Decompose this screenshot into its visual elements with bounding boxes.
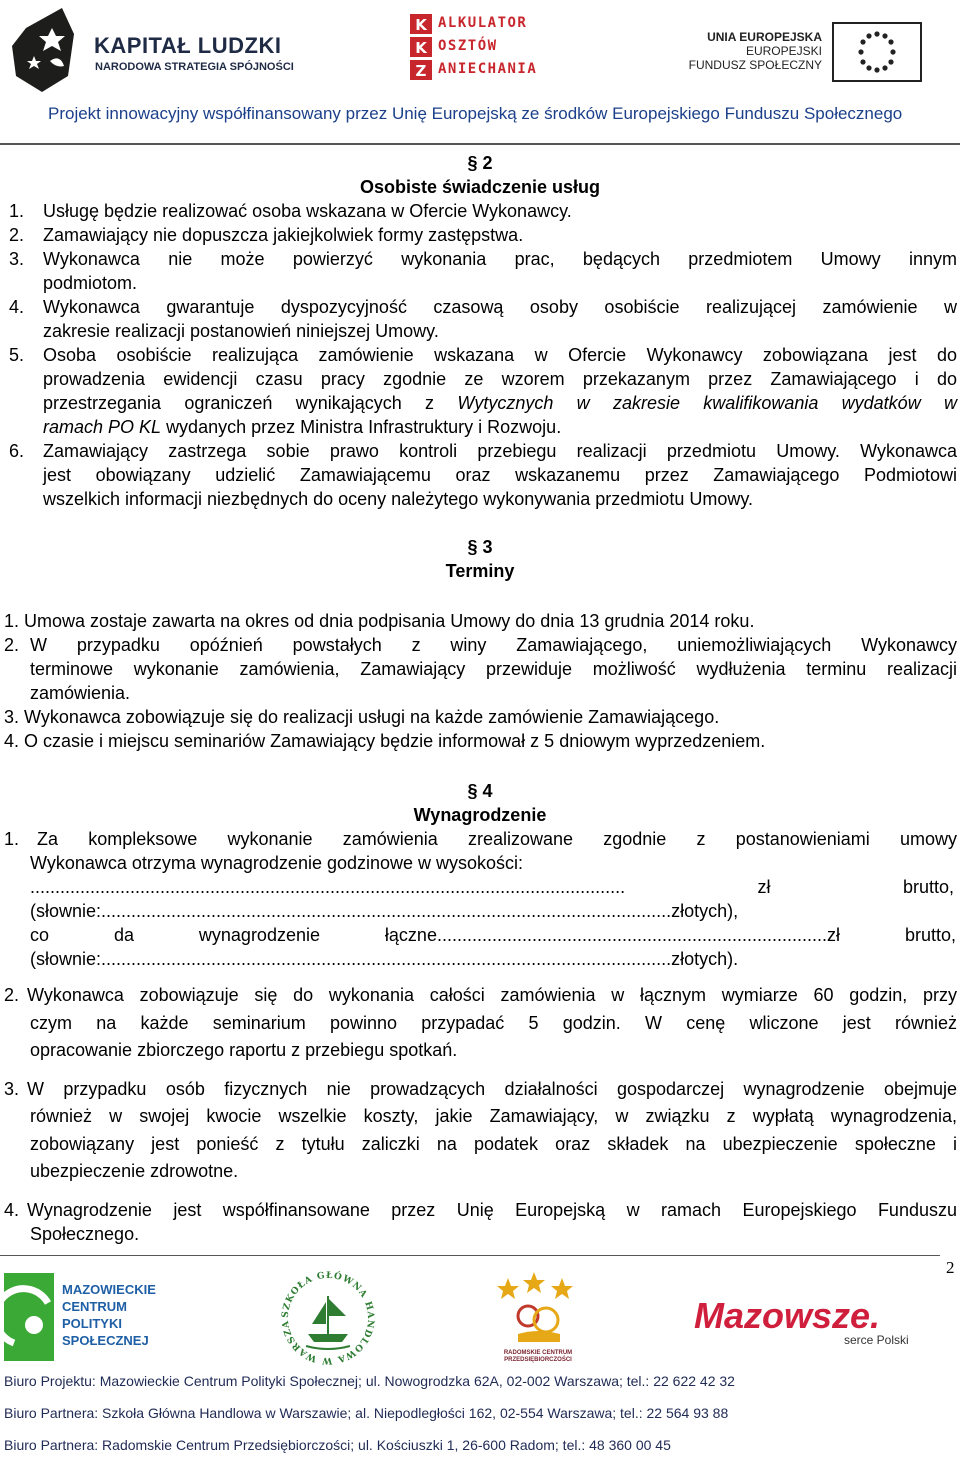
s2-item-3-line-1: Wykonawca nie może powierzyć wykonania prac, będących przedmiotem Umowy innym bbox=[43, 249, 957, 269]
s4-fill-words: (słownie:..................................................................................................................złotych), bbox=[30, 901, 739, 921]
s2-item-5-text: przestrzegania ograniczeń wynikających z bbox=[43, 393, 435, 413]
kkz-blocks-icon bbox=[408, 12, 436, 82]
s2-item-6-line-2: jest obowiązany udzielić Zamawiającemu oraz wskazanemu przez Zamawiającego Podmiotowi bbox=[43, 465, 957, 485]
s3-item-1: 1. Umowa zostaje zawarta na okres od dnia podpisania Umowy do dnia 13 grudnia 2014 roku. bbox=[4, 611, 755, 631]
eu-flag-icon bbox=[832, 22, 922, 82]
svg-text:K: K bbox=[415, 39, 427, 57]
svg-text:Z: Z bbox=[415, 62, 427, 80]
s2-item-5-line-1: Osoba osobiście realizująca zamówienie wskazana w Ofercie Wykonawcy zobowiązana jest do bbox=[43, 345, 957, 365]
s4-item-2-line-2: czym na każde seminarium powinno przypadać 5 godzin. W cenę wliczone jest również bbox=[30, 1013, 957, 1033]
footer-address-partner-rcp: Biuro Partnera: Radomskie Centrum Przedsiębiorczości; ul. Kościuszki 1, 26-600 Radom; tel.: 48 360 00 45 bbox=[4, 1437, 671, 1453]
s4-item-3-num: 3. bbox=[4, 1079, 20, 1099]
s2-item-5-ministry: wydanych przez Ministra Infrastruktury i Rozwoju. bbox=[166, 417, 562, 437]
s2-item-6-line-1: Zamawiający zastrzega sobie prawo kontroli przebiegu realizacji przedmiotu Umowy. Wykonawca bbox=[43, 441, 957, 461]
section-2-title: Osobiste świadczenie usług bbox=[359, 177, 601, 197]
header-divider bbox=[0, 143, 960, 145]
s2-item-5-programme: ramach PO KL bbox=[43, 417, 162, 437]
s3-item-2-line-3: zamówienia. bbox=[30, 683, 131, 703]
project-line: Projekt innowacyjny współfinansowany przez Unię Europejską ze środków Europejskiego Funduszu Społecznego bbox=[48, 104, 903, 123]
footer-address-partner-sgh: Biuro Partnera: Szkoła Główna Handlowa w Warszawie; al. Niepodległości 162, 02-554 Warszawa; tel.: 22 564 93 88 bbox=[4, 1405, 729, 1421]
s4-fill-total-words: (słownie:..................................................................................................................złotych). bbox=[30, 949, 739, 969]
svg-text:K: K bbox=[415, 16, 427, 34]
ue-label bbox=[680, 30, 822, 72]
s2-item-3-num: 3. bbox=[9, 249, 25, 269]
s4-item-3-line-4: ubezpieczenie zdrowotne. bbox=[30, 1161, 239, 1181]
mcps-logo bbox=[4, 1273, 174, 1361]
s2-item-2-num: 2. bbox=[9, 225, 25, 245]
s2-item-1-num: 1. bbox=[9, 201, 25, 221]
s4-item-3-line-3: zobowiązany jest ponieść z tytułu zaliczki na podatek oraz składek na ubezpieczenie społeczne i bbox=[30, 1134, 957, 1154]
s2-item-3-line-2: podmiotom. bbox=[43, 273, 138, 293]
kkz-line-2: OSZTÓW bbox=[438, 38, 498, 54]
s4-item-2-line-3: opracowanie zbiorczego raportu z przebiegu spotkań. bbox=[30, 1040, 458, 1060]
kl-subtitle: NARODOWA STRATEGIA SPÓJNOŚCI bbox=[95, 61, 294, 73]
s4-item-3-line-1: W przypadku osób fizycznych nie prowadzących działalności gospodarczej wynagrodzenie obejmuje bbox=[27, 1079, 957, 1099]
section-4-number: § 4 bbox=[467, 781, 493, 801]
s2-item-4-num: 4. bbox=[9, 297, 25, 317]
kapital-ludzki-emblem-icon bbox=[12, 6, 92, 96]
footer-divider bbox=[0, 1255, 940, 1256]
s4-item-1-line-1: Za kompleksowe wykonanie zamówienia zrealizowane zgodnie z postanowieniami umowy bbox=[37, 829, 957, 849]
section-3-number: § 3 bbox=[467, 537, 493, 557]
s2-item-4-line-2: zakresie realizacji postanowień niniejszej Umowy. bbox=[43, 321, 439, 341]
s2-item-5-line-4 bbox=[43, 415, 561, 439]
ue-line-3: FUNDUSZ SPOŁECZNY bbox=[688, 58, 822, 72]
s2-item-6-line-3: wszelkich informacji niezbędnych do oceny należytego wykonywania przedmiotu Umowy. bbox=[43, 489, 753, 509]
s4-item-2-line-1: Wykonawca zobowiązuje się do wykonania całości zamówienia w łącznym wymiarze 60 godzin, przy bbox=[27, 985, 957, 1005]
s2-item-5-line-3 bbox=[43, 391, 957, 415]
sgh-ring-text: SZKOŁA GŁÓWNA HANDLOWA W WARSZA bbox=[280, 1270, 376, 1366]
s4-item-4-line-1: Wynagrodzenie jest współfinansowane przez Unię Europejską w ramach Europejskiego Funduszu bbox=[27, 1200, 957, 1220]
s4-item-4-num: 4. bbox=[4, 1200, 20, 1220]
sgh-ship-seal-icon bbox=[278, 1268, 378, 1368]
section-4-title: Wynagrodzenie bbox=[413, 805, 547, 825]
mcps-emblem-icon bbox=[4, 1273, 56, 1361]
mcps-line-2: CENTRUM bbox=[62, 1299, 127, 1314]
s2-item-2: Zamawiający nie dopuszcza jakiejkolwiek formy zastępstwa. bbox=[43, 225, 524, 245]
s2-item-5-num: 5. bbox=[9, 345, 25, 365]
s4-item-4-line-2: Społecznego. bbox=[30, 1224, 140, 1244]
s4-item-1-num: 1. bbox=[4, 829, 20, 849]
s3-item-2-line-1: W przypadku opóźnień powstałych z winy Zamawiającego, uniemożliwiających Wykonawcy bbox=[30, 635, 957, 655]
s4-fill-amount: ....................................................................................................................... zł brutto, bbox=[30, 877, 954, 897]
s3-item-4: 4. O czasie i miejscu seminariów Zamawiający będzie informował z 5 dniowym wyprzedzeniem. bbox=[4, 731, 766, 751]
page-number: 2 bbox=[946, 1258, 955, 1277]
s4-item-2-num: 2. bbox=[4, 985, 20, 1005]
s2-item-1: Usługę będzie realizować osoba wskazana w Ofercie Wykonawcy. bbox=[43, 201, 572, 221]
s2-item-5-guidelines: Wytycznych w zakresie kwalifikowania wydatków w bbox=[457, 393, 957, 413]
s3-item-2-line-2: terminowe wykonanie zamówienia, Zamawiający przewiduje możliwość wydłużenia terminu realizacji bbox=[30, 659, 957, 679]
s2-item-4-line-1: Wykonawca gwarantuje dyspozycyjność czasową osoby osobiście realizującej zamówienie w bbox=[43, 297, 957, 317]
s4-fill-total: co da wynagrodzenie łączne..............................................................................zł brutto, bbox=[30, 925, 956, 945]
mcps-line-1: MAZOWIECKIE bbox=[62, 1282, 156, 1297]
s2-item-5-line-2: prowadzenia ewidencji czasu pracy zgodnie ze wzorem przekazanym przez Zamawiającego i do bbox=[43, 369, 957, 389]
footer-address-project: Biuro Projektu: Mazowieckie Centrum Polityki Społecznej; ul. Nowogrodzka 62A, 02-002 Warszawa; tel.: 22 622 42 32 bbox=[4, 1373, 735, 1389]
section-2-number: § 2 bbox=[467, 153, 493, 173]
kalkulator-kosztow-logo bbox=[408, 12, 588, 82]
mcps-line-3: POLITYKI bbox=[62, 1316, 122, 1331]
s4-item-3-line-2: również w swojej kwocie wszelkie koszty, jakie Zamawiający, w związku z wypłatą wynagrodzenia, bbox=[30, 1106, 957, 1126]
s4-item-1-line-2: Wykonawca otrzyma wynagrodzenie godzinowe w wysokości: bbox=[30, 853, 524, 873]
kkz-line-1: ALKULATOR bbox=[438, 15, 528, 31]
s3-item-3: 3. Wykonawca zobowiązuje się do realizacji usługi na każde zamówienie Zamawiającego. bbox=[4, 707, 720, 727]
mazowsze-logo bbox=[694, 1295, 909, 1347]
section-3-title: Terminy bbox=[445, 561, 515, 581]
rcp-stars-icon bbox=[488, 1270, 588, 1348]
ue-line-2: EUROPEJSKI bbox=[745, 44, 822, 58]
rcp-logo bbox=[488, 1270, 588, 1365]
rcp-line-2: PRZEDSIĘBIORCZOŚCI bbox=[504, 1357, 572, 1363]
ue-line-1: UNIA EUROPEJSKA bbox=[707, 30, 822, 44]
kkz-line-3: ANIECHANIA bbox=[438, 61, 538, 77]
rcp-line-1: RADOMSKIE CENTRUM bbox=[503, 1350, 573, 1356]
mazowsze-tagline: serce Polski bbox=[844, 1333, 909, 1347]
svg-text:SZKOŁA GŁÓWNA HANDLOWA W WARSZ bbox=[278, 1268, 375, 1365]
sgh-logo bbox=[278, 1268, 378, 1368]
mazowsze-wordmark: Mazowsze. bbox=[694, 1295, 881, 1336]
s2-item-6-num: 6. bbox=[9, 441, 25, 461]
s3-item-2-num: 2. bbox=[4, 635, 20, 655]
kl-title: KAPITAŁ LUDZKI bbox=[94, 33, 282, 58]
mcps-line-4: SPOŁECZNEJ bbox=[62, 1333, 149, 1348]
